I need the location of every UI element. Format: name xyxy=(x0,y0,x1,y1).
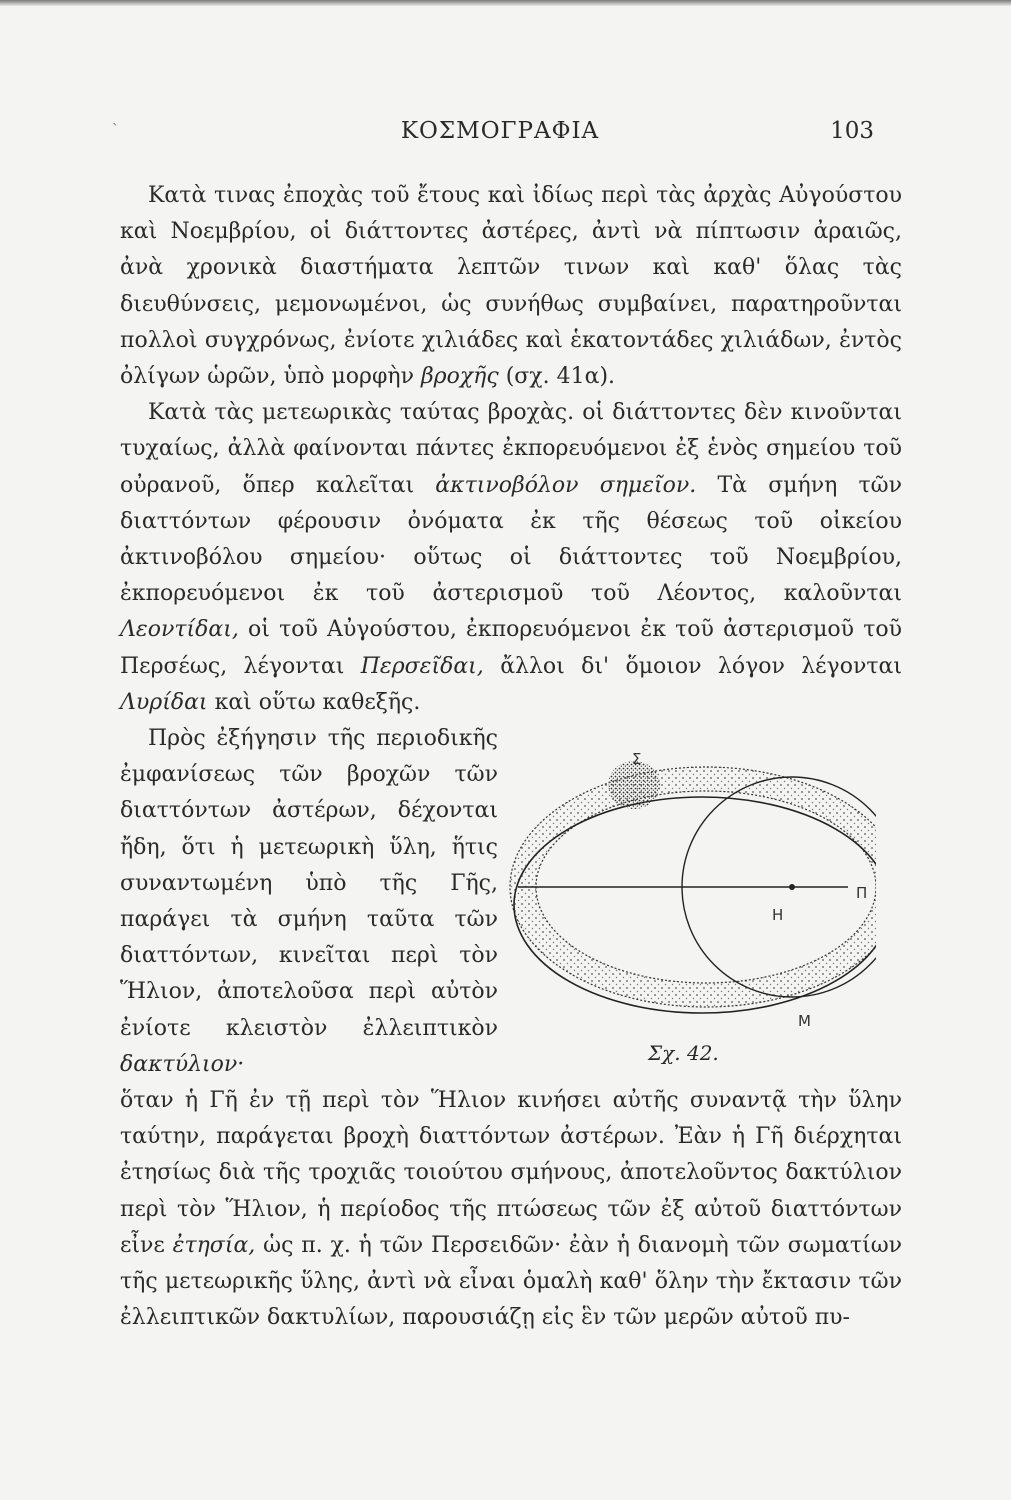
label-perihelion: Π xyxy=(856,884,868,903)
meteor-ring-band xyxy=(506,727,876,1027)
p2-text-c: οἱ τοῦ Αὐγούστου, ἐκπορευόμενοι ἐκ τοῦ ἀστερισμοῦ τοῦ Περσέως, λέγονται xyxy=(120,617,902,679)
p1-text: Κατὰ τινας ἐποχὰς τοῦ ἔτους καὶ ἰδίως περὶ τὰς ἀρχὰς Αὐγούστου καὶ Νοεμβρίου, οἱ διάττοντες ἀστέρες, ἀντὶ νὰ πίπτωσιν ἀραιῶς, ἀνὰ χρονικὰ διαστήματα λεπτῶν τινων καὶ καθ' ὅλας τὰς διευθύνσεις, μεμονωμένοι, ὡς συνήθως συμβαίνει, παρατηροῦνται πολλοὶ συγχρόνως, ἐνίοτε χιλιάδες καὶ ἑκατοντάδες χιλιάδων, ἐντὸς ὀλίγων ὡρῶν, ὑπὸ μορφὴν xyxy=(120,183,902,390)
page-number: 103 xyxy=(830,118,874,144)
p2-text-b: Τὰ σμήνη τῶν διαττόντων φέρουσιν ὀνόματα ἐκ τῆς θέσεως τοῦ οἰκείου ἀκτινοβόλου σημείου· οὕτως οἱ διάττοντες τοῦ Νοεμβρίου, ἐκπορευόμενοι ἐκ τοῦ ἀστερισμοῦ τοῦ Λέοντος, καλοῦνται xyxy=(120,472,902,607)
sun-point xyxy=(789,884,795,890)
paragraph-3-with-figure xyxy=(120,721,902,1083)
p3-term-ring: δακτύλιον· xyxy=(120,1051,245,1077)
page-header xyxy=(112,112,880,152)
paragraph-1 xyxy=(120,178,902,395)
p3-text-mid: ὅταν ἡ Γῆ ἐν τῇ περὶ τὸν Ἥλιον κινήσει αὐτῆς συναντᾷ τὴν ὕλην ταύτην, παράγεται βροχὴ διαττόντων ἀστέρων. Ἐὰν ἡ Γῆ διέρχηται ἐτησίως διὰ τῆς τροχιᾶς τοιούτου σμήνους, ἀποτελοῦντος δακτύλιον περὶ τὸν Ἥλιον, ἡ περίοδος τῆς πτώσεως τῶν ἐξ αὐτοῦ διαττόντων εἶνε xyxy=(120,1088,902,1258)
p2-term-leonids: Λεοντίδαι, xyxy=(120,617,239,643)
p3-term-annual: ἐτησία, xyxy=(172,1232,256,1258)
p2-term-perseids: Περσεῖδαι, xyxy=(360,653,484,679)
figure-42 xyxy=(506,727,876,1077)
p2-text-a: Κατὰ τὰς μετεωρικὰς ταύτας βροχὰς. οἱ διάττοντες δὲν κινοῦνται τυχαίως, ἀλλὰ φαίνονται πάντες ἐκπορευόμενοι ἐξ ἑνὸς σημείου τοῦ οὐρανοῦ, ὅπερ καλεῖται xyxy=(120,400,902,498)
p1-text-end: (σχ. 41α). xyxy=(505,364,616,390)
label-earth-meeting-point: Μ xyxy=(798,1012,811,1031)
body-text xyxy=(120,178,902,1336)
p1-emphasis: βροχῆς xyxy=(420,364,499,390)
p3-text-end: ὡς π. χ. ἡ τῶν Περσειδῶν· ἐὰν ἡ διανομὴ τῶν σωματίων τῆς μετεωρικῆς ὕλης, ἀντὶ νὰ εἶναι ὁμαλὴ καθ' ὅλην τὴν ἔκτασιν τῶν ἐλλειπτικῶν δακτυλίων, παρουσιάζῃ εἰς ἓν τῶν μερῶν αὐτοῦ πυ- xyxy=(120,1232,903,1331)
p2-term-lyrids: Λυρίδαι xyxy=(120,689,208,715)
figure-caption: Σχ. 42. xyxy=(648,1041,719,1066)
paragraph-3-opening xyxy=(120,721,498,1083)
p2-term-radiant: ἀκτινοβόλον σημεῖον. xyxy=(435,472,697,498)
running-title: ΚΟΣΜΟΓΡΑΦΙΑ xyxy=(400,118,600,144)
paragraph-3-continuation xyxy=(120,1083,902,1336)
paragraph-2 xyxy=(120,395,902,721)
margin-mark: ` xyxy=(112,122,119,138)
meteor-ring-diagram xyxy=(506,727,876,1027)
label-swarm: Σ xyxy=(632,750,642,769)
page-top-edge xyxy=(0,0,1011,6)
label-sun: Η xyxy=(772,906,784,925)
p2-text-d: ἄλλοι δι' ὅμοιον λόγον λέγονται xyxy=(500,653,902,679)
p2-text-e: καὶ οὕτω καθεξῆς. xyxy=(214,689,421,715)
p3-text-first: Πρὸς ἐξήγησιν τῆς περιοδικῆς ἐμφανίσεως τῶν βροχῶν τῶν διαττόντων ἀστέρων, δέχονται ἤδη, ὅτι ἡ μετεωρικὴ ὕλη, ἥτις συναντωμένη ὑπὸ τῆς Γῆς, παράγει τὰ σμήνη ταῦτα τῶν διαττόντων, κινεῖται περὶ τὸν Ἥλιον, ἀποτελοῦσα περὶ αὐτὸν ἐνίοτε κλειστὸν ἐλλειπτικὸν xyxy=(120,726,498,1041)
